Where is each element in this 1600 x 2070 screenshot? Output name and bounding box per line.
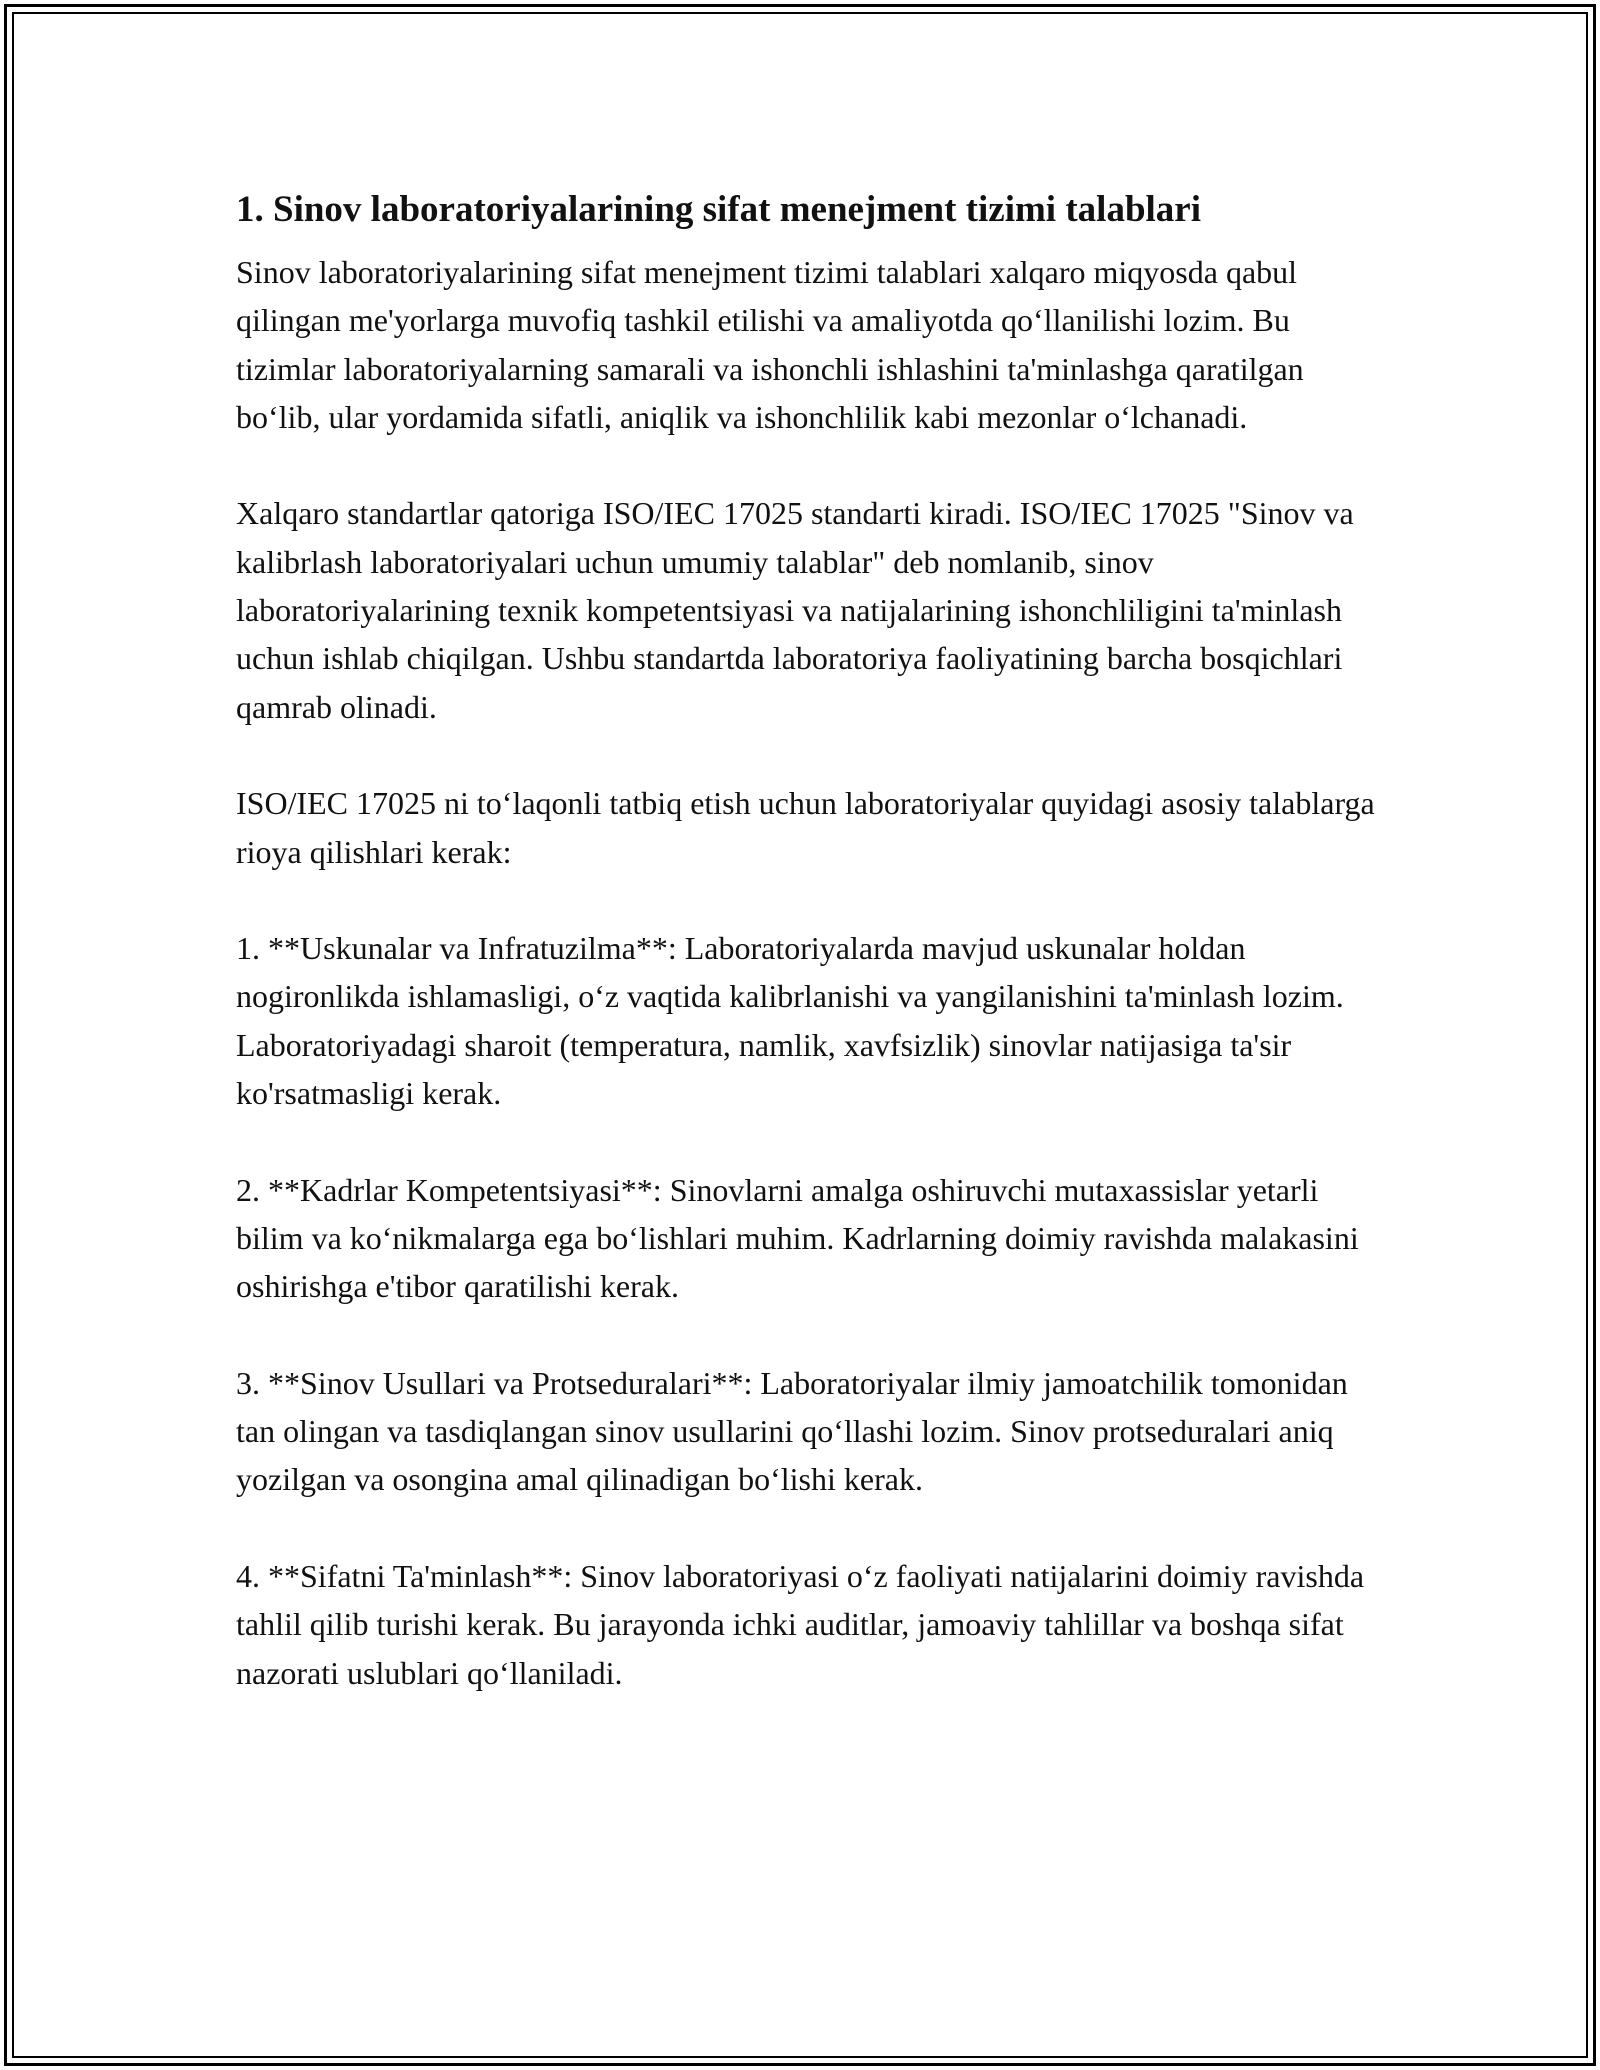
paragraph-requirements-intro: ISO/IEC 17025 ni to‘laqonli tatbiq etish uchun laboratoriyalar quyidagi asosiy talablarga rioya qilishlari kerak:	[236, 785, 1375, 870]
paragraph-standards: Xalqaro standartlar qatoriga ISO/IEC 17025 standarti kiradi. ISO/IEC 17025 "Sinov va kalibrlash laboratoriyalari uchun umumiy talablar" deb nomlanib, sinov laboratoriyalarining texnik kompetentsiyasi va natijalarining ishonchliligini ta'minlash uchun ishlab chiqilgan. Ushbu standartda laboratoriya faoliyatining barcha bosqichlari qamrab olinadi.	[236, 495, 1354, 725]
document-body	[236, 186, 1386, 1745]
section-heading: 1. Sinov laboratoriyalarining sifat menejment tizimi talablari	[236, 189, 1201, 230]
list-item-equipment: 1. **Uskunalar va Infratuzilma**: Laboratoriyalarda mavjud uskunalar holdan nogironlikda ishlamasligi, o‘z vaqtida kalibrlanishi va yangilanishini ta'minlash lozim. Laboratoriyadagi sharoit (temperatura, namlik, xavfsizlik) sinovlar natijasiga ta'sir ko'rsatmasligi kerak.	[236, 930, 1344, 1112]
paragraph-intro: Sinov laboratoriyalarining sifat menejment tizimi talablari xalqaro miqyosda qabul qilingan me'yorlarga muvofiq tashkil etilishi va amaliyotda qo‘llanilishi lozim. Bu tizimlar laboratoriyalarning samarali va ishonchli ishlashini ta'minlashga qaratilgan bo‘lib, ular yordamida sifatli, aniqlik va ishonchlilik kabi mezonlar o‘lchanadi.	[236, 254, 1304, 435]
list-item-personnel: 2. **Kadrlar Kompetentsiyasi**: Sinovlarni amalga oshiruvchi mutaxassislar yetarli bilim va ko‘nikmalarga ega bo‘lishlari muhim. Kadrlarning doimiy ravishda malakasini oshirishga e'tibor qaratilishi kerak.	[236, 1171, 1359, 1305]
list-item-methods: 3. **Sinov Usullari va Protseduralari**: Laboratoriyalar ilmiy jamoatchilik tomonidan tan olingan va tasdiqlangan sinov usullarini qo‘llashi lozim. Sinov protseduralari aniq yozilgan va osongina amal qilinadigan bo‘lishi kerak.	[236, 1364, 1348, 1498]
list-item-quality-assurance: 4. **Sifatni Ta'minlash**: Sinov laboratoriyasi o‘z faoliyati natijalarini doimiy ravishda tahlil qilib turishi kerak. Bu jarayonda ichki auditlar, jamoaviy tahlillar va boshqa sifat nazorati uslublari qo‘llaniladi.	[236, 1558, 1365, 1691]
